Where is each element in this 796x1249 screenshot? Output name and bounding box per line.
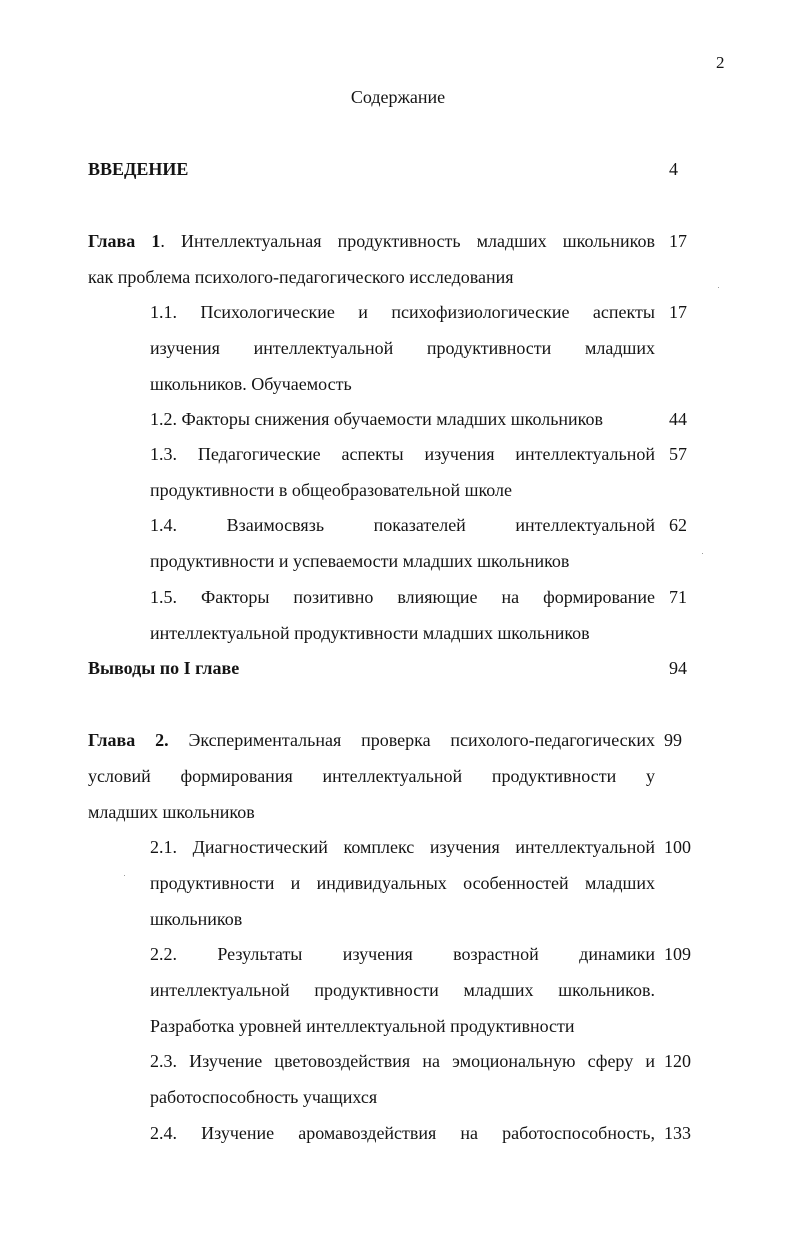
toc-entry-line xyxy=(88,722,655,758)
toc-entry-line: 1.5. Факторы позитивно влияющие на формирование xyxy=(150,587,655,607)
toc-entry-line: 1.4. Взаимосвязь показателей интеллектуальной xyxy=(150,515,655,535)
toc-entry-section-1-5 xyxy=(150,579,687,651)
chapter-label: Глава 1 xyxy=(88,231,161,251)
toc-entry-section-2-1 xyxy=(150,829,691,937)
toc-entry-title: Выводы по I главе xyxy=(88,658,240,678)
toc-entry-page: 109 xyxy=(664,944,691,964)
page-title: Содержание xyxy=(350,87,446,107)
toc-entry-page: 99 xyxy=(664,730,682,750)
toc-entry-section-2-3 xyxy=(150,1043,691,1115)
toc-entry-line: младших школьников xyxy=(88,802,255,822)
scan-speck xyxy=(124,875,125,876)
toc-entry-line: 1.1. Психологические и психофизиологические аспекты xyxy=(150,302,655,322)
toc-entry-line: условий формирования интеллектуальной продуктивности у xyxy=(88,766,655,786)
toc-entry-line: продуктивности в общеобразовательной школе xyxy=(150,480,513,500)
toc-entry-page: 62 xyxy=(669,515,687,535)
toc-entry-page: 133 xyxy=(664,1123,691,1143)
toc-entry-page: 44 xyxy=(669,409,687,429)
scan-speck xyxy=(702,553,703,554)
toc-entry-line: 2.3. Изучение цветовоздействия на эмоциональную сферу и xyxy=(150,1051,655,1071)
toc-entry-line: 2.4. Изучение аромавоздействия на работоспособность, xyxy=(150,1123,655,1143)
toc-entry-page: 17 xyxy=(669,231,687,251)
toc-entry-line: 1.3. Педагогические аспекты изучения интеллектуальной xyxy=(150,444,655,464)
toc-entry-page: 94 xyxy=(669,658,687,678)
toc-entry-line: школьников. Обучаемость xyxy=(150,374,352,394)
toc-entry-line: как проблема психолого-педагогического исследования xyxy=(88,267,514,287)
toc-entry-line: Разработка уровней интеллектуальной продуктивности xyxy=(150,1016,575,1036)
page-number: 2 xyxy=(716,53,725,72)
toc-entry-line: 2.2. Результаты изучения возрастной динамики xyxy=(150,944,655,964)
toc-entry-line: школьников xyxy=(150,909,243,929)
toc-entry-line: 1.2. Факторы снижения обучаемости младших школьников xyxy=(150,409,604,429)
scan-speck xyxy=(718,287,719,288)
toc-entry-section-1-1 xyxy=(150,294,687,402)
toc-entry-line: продуктивности и успеваемости младших школьников xyxy=(150,551,570,571)
toc-entry-page: 120 xyxy=(664,1051,691,1071)
toc-entry-line xyxy=(88,223,655,259)
toc-entry-section-1-4 xyxy=(150,507,687,579)
toc-entry-line: изучения интеллектуальной продуктивности младших xyxy=(150,338,655,358)
toc-entry-line: 2.1. Диагностический комплекс изучения интеллектуальной xyxy=(150,837,655,857)
toc-entry-introduction xyxy=(88,151,678,187)
chapter-label: Глава 2. xyxy=(88,730,169,750)
toc-entry-line: работоспособность учащихся xyxy=(150,1087,378,1107)
chapter-title-rest: Экспериментальная проверка психолого-педагогических xyxy=(168,730,655,750)
toc-entry-section-2-4 xyxy=(150,1115,691,1151)
toc-entry-page: 71 xyxy=(669,587,687,607)
toc-entry-section-2-2 xyxy=(150,936,691,1044)
toc-entry-chapter-1-conclusions xyxy=(88,650,687,686)
toc-entry-page: 57 xyxy=(669,444,687,464)
toc-entry-line: интеллектуальной продуктивности младших школьников xyxy=(150,623,590,643)
toc-entry-page: 100 xyxy=(664,837,691,857)
toc-entry-line: интеллектуальной продуктивности младших школьников. xyxy=(150,980,655,1000)
toc-entry-page: 17 xyxy=(669,302,687,322)
toc-entry-section-1-2 xyxy=(150,401,687,437)
toc-entry-page: 4 xyxy=(669,159,678,179)
chapter-title-rest: . Интеллектуальная продуктивность младших школьников xyxy=(160,231,655,251)
toc-entry-chapter-2 xyxy=(88,722,682,830)
toc-entry-title: ВВЕДЕНИЕ xyxy=(88,159,189,179)
toc-entry-section-1-3 xyxy=(150,436,687,508)
toc-entry-line: продуктивности и индивидуальных особенностей младших xyxy=(150,873,655,893)
toc-entry-chapter-1 xyxy=(88,223,687,295)
